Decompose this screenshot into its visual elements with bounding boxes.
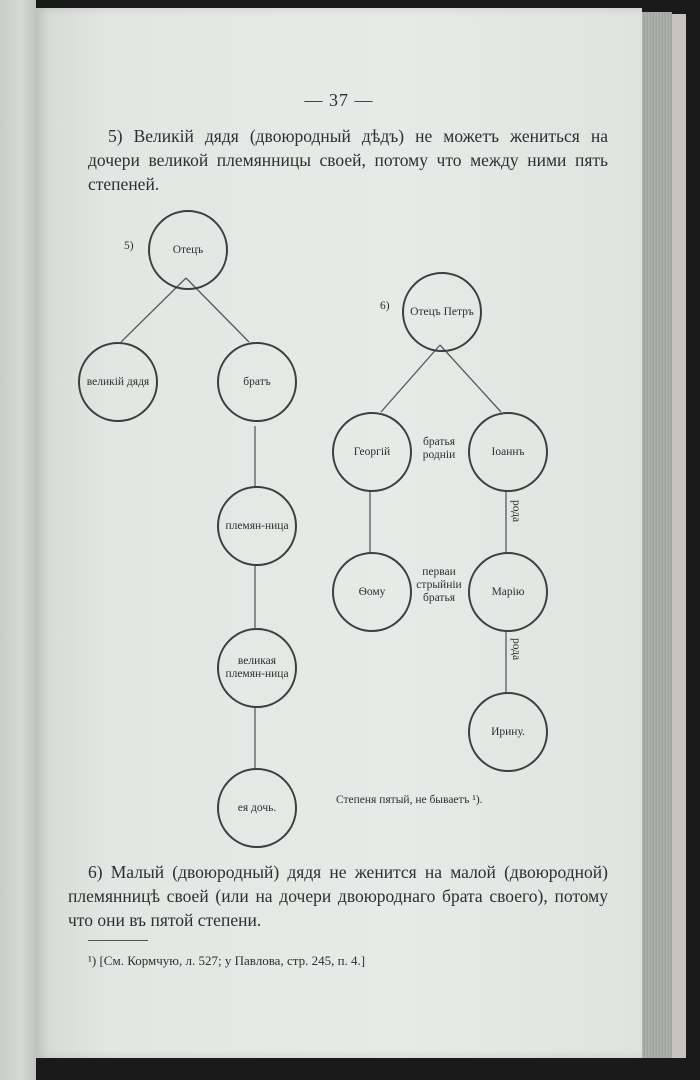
page-block-edge [642,12,672,1058]
diagram6-number: 6) [380,300,390,312]
left-page-edge [0,0,36,1080]
node-velikaya-plemyannica: великая племян-ница [217,628,297,708]
label-roda-1: рода [510,500,522,523]
diagram5-number: 5) [124,240,134,252]
node-mariya: Марію [468,552,548,632]
diagram6-caption: Степеня пятый, не бываетъ ¹). [336,794,483,806]
book-page [36,8,642,1058]
node-foma: Ѳому [332,552,412,632]
footnote: ¹) [См. Кормчую, л. 527; у Павлова, стр. 245, п. 4.] [88,953,366,968]
node-otec: Отецъ [148,210,228,290]
node-brat: братъ [217,342,297,422]
node-otec-petr: Отецъ Петръ [402,272,482,352]
page-number: — 37 — [304,90,374,110]
line-petr-ioann [440,345,501,412]
node-plemyannica: племян-ница [217,486,297,566]
label-roda-2: рода [510,638,522,661]
node-irinu: Ирину. [468,692,548,772]
label-pervye-brata: перваи стрыйніи братья [416,566,462,604]
node-velikiy-dyadya: великій дядя [78,342,158,422]
line-petr-georgiy [381,345,440,412]
footnote-rule [88,940,148,941]
cover-edge [672,14,686,1058]
label-bratya-rodnye: братья родніи [422,436,456,461]
paragraph-6: 6) Малый (двоюродный) дядя не женится на малой (двоюродной) племянницѣ своей (или на дочери двоюроднаго брата своего), потому что они въ пятой степени. [68,862,608,930]
node-georgiy: Георгій [332,412,412,492]
node-ee-doch: ея дочь. [217,768,297,848]
node-ioann: Іоаннъ [468,412,548,492]
paragraph-5: 5) Великій дядя (двоюродный дѣдъ) не можетъ жениться на дочери великой племянницы своей, потому что между ними пять степеней. [88,126,608,194]
